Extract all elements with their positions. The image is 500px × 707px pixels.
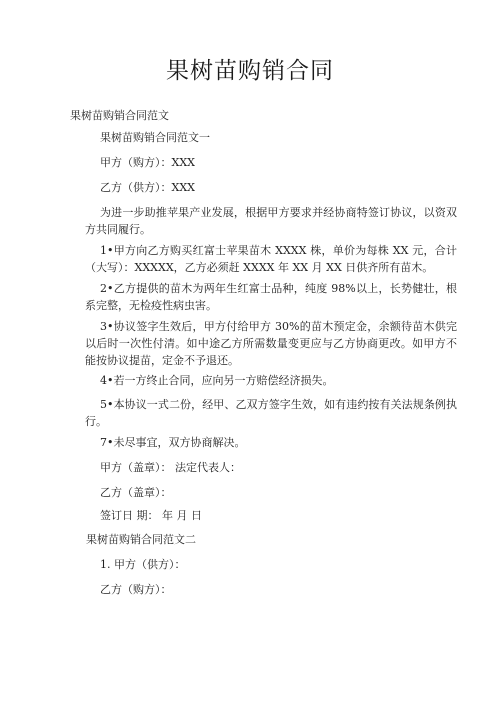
- sample-two-heading: 果树苗购销合同范文二: [86, 533, 196, 546]
- sample-two-party-b: 乙方（购方）：: [100, 583, 172, 596]
- clause-3: 3•协议签字生效后，甲方付给甲方 30%的苗木预定金，余额待苗木供完以后时一次性付清。如中途乙方所需数量变更应与乙方协商更改。如甲方不能按协议提苗，定金不予退还。: [85, 320, 457, 367]
- sample-one-heading: 果树苗购销合同范文一: [100, 131, 210, 144]
- clause-4: 4•若一方终止合同，应向另一方赔偿经济损失。: [100, 374, 334, 387]
- document-title: 果树苗购销合同: [166, 58, 334, 84]
- section-heading: 果树苗购销合同范文: [70, 109, 169, 122]
- clause-2: 2•乙方提供的苗木为两年生红富士品种，纯度 98%以上，长势健壮，根系完整，无检疫性病虫害。: [85, 282, 457, 312]
- clause-1: 1•甲方向乙方购买红富士苹果苗木 XXXX 株，单价为每株 XX 元，合计（大写）：XXXXX，乙方必须赶 XXXX 年 XX 月 XX 日供齐所有苗木。: [85, 244, 457, 274]
- party-b-line: 乙方（供方）：XXX: [100, 181, 195, 194]
- clause-5: 5•本协议一式二份，经甲、乙双方签字生效，如有违约按有关法规条例执行。: [85, 398, 457, 428]
- signing-date: 签订日 期： 年 月 日: [100, 509, 202, 522]
- signature-party-b: 乙方（盖章）：: [100, 486, 172, 499]
- sample-two-item-1: 1. 甲方（供方）：: [100, 558, 186, 571]
- clause-7: 7•未尽事宜，双方协商解决。: [100, 436, 246, 449]
- signature-party-a: 甲方（盖章）： 法定代表人：: [100, 461, 241, 474]
- party-a-line: 甲方（购方）：XXX: [100, 156, 195, 169]
- intro-paragraph: 为进一步助推苹果产业发展，根据甲方要求并经协商特签订协议，以资双方共同履行。: [85, 206, 457, 236]
